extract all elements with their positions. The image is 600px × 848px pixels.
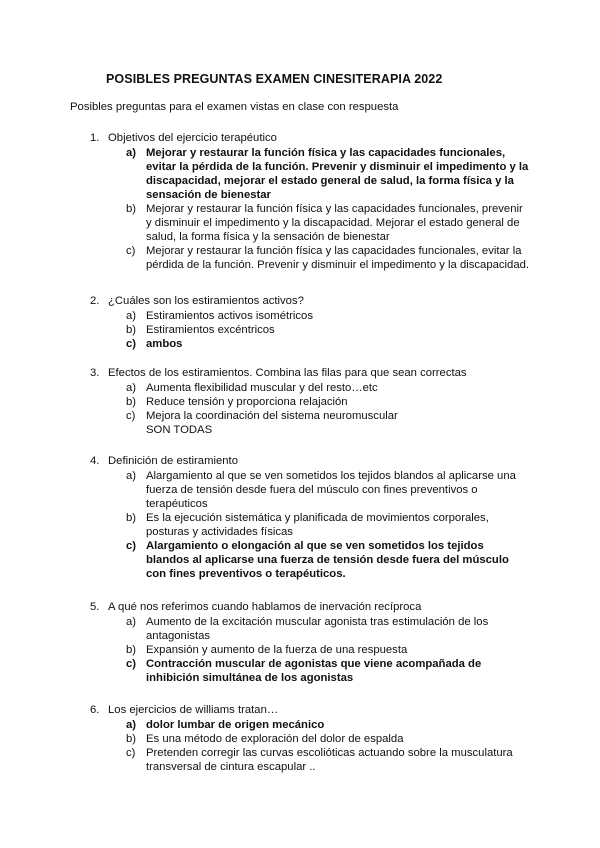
option-b [90, 323, 530, 337]
question-header [90, 294, 530, 308]
option-letter: a) [126, 310, 137, 322]
option-letter: a) [126, 382, 137, 394]
option-letter: b) [126, 324, 137, 336]
option-a [90, 381, 530, 395]
option-text: Alargamiento o elongación al que se ven sometidos los tejidos blandos al aplicarse una fuerza de tensión desde fuera del músculo con fines preventivos o terapéuticos. [146, 540, 509, 580]
option-letter: b) [126, 396, 137, 408]
option-a [90, 309, 530, 323]
option-text: Mejorar y restaurar la función física y las capacidades funcionales, evitar la pérdida de la función. Prevenir y disminuir el impedimento y la discapacidad. [146, 245, 530, 271]
option-a-correct [90, 718, 530, 732]
option-b [90, 732, 530, 746]
option-letter: b) [126, 733, 137, 745]
option-letter: b) [126, 644, 137, 656]
option-text: Mejora la coordinación del sistema neuromuscular [146, 410, 398, 422]
option-text: Es la ejecución sistemática y planificada de movimientos corporales, posturas y actividades físicas [146, 512, 489, 538]
option-letter: a) [126, 147, 137, 159]
question-text: Definición de estiramiento [108, 455, 238, 467]
question-number: 4. [90, 455, 100, 467]
option-text: Estiramientos excéntricos [146, 324, 275, 336]
option-letter: a) [126, 616, 137, 628]
option-letter: c) [126, 658, 137, 670]
question-header [90, 366, 530, 380]
question-number: 5. [90, 601, 100, 613]
options-list [90, 718, 530, 774]
option-text: Estiramientos activos isométricos [146, 310, 313, 322]
option-letter: c) [126, 245, 136, 257]
question-header [90, 703, 530, 717]
option-text: Mejorar y restaurar la función física y las capacidades funcionales, evitar la pérdida de la función. Prevenir y disminuir el impedimento y la discapacidad, mejorar el estado general de salud, la forma física y la sensación de bienestar [146, 147, 529, 201]
options-list [90, 146, 530, 272]
option-c-correct [90, 337, 530, 351]
question-1 [90, 131, 530, 272]
option-text: Expansión y aumento de la fuerza de una respuesta [146, 644, 408, 656]
option-text: Contracción muscular de agonistas que viene acompañada de inhibición simultánea de los agonistas [146, 658, 482, 684]
option-text: Aumento de la excitación muscular agonista tras estimulación de los antagonistas [146, 616, 489, 642]
option-text: dolor lumbar de origen mecánico [146, 719, 325, 731]
option-c [90, 244, 530, 272]
options-list [90, 615, 530, 685]
options-list [90, 309, 530, 351]
document-title: POSIBLES PREGUNTAS EXAMEN CINESITERAPIA 2022 [106, 72, 443, 86]
question-3 [90, 366, 530, 437]
option-text: Aumenta flexibilidad muscular y del resto…etc [146, 382, 378, 394]
option-b [90, 202, 530, 244]
question-header [90, 600, 530, 614]
option-c [90, 746, 530, 774]
option-letter: c) [126, 338, 137, 350]
question-text: Efectos de los estiramientos. Combina las filas para que sean correctas [108, 367, 467, 379]
option-letter: a) [126, 470, 137, 482]
option-text: Es una método de exploración del dolor de espalda [146, 733, 404, 745]
intro-text: Posibles preguntas para el examen vistas en clase con respuesta [70, 101, 399, 113]
question-4 [90, 454, 530, 581]
question-text: Los ejercicios de williams tratan… [108, 704, 279, 716]
option-a [90, 615, 530, 643]
option-c-correct [90, 539, 530, 581]
question-header [90, 131, 530, 145]
question-number: 6. [90, 704, 100, 716]
question-text: A qué nos referimos cuando hablamos de inervación recíproca [108, 601, 422, 613]
option-text: ambos [146, 338, 183, 350]
question-number: 1. [90, 132, 100, 144]
option-text: Reduce tensión y proporciona relajación [146, 396, 348, 408]
option-letter: b) [126, 203, 137, 215]
option-c [90, 409, 530, 423]
option-letter: c) [126, 410, 136, 422]
question-number: 3. [90, 367, 100, 379]
option-letter: c) [126, 747, 136, 759]
question-header [90, 454, 530, 468]
option-letter: c) [126, 540, 137, 552]
options-list [90, 381, 530, 437]
options-list [90, 469, 530, 581]
option-b [90, 643, 530, 657]
option-text: Pretenden corregir las curvas escolióticas actuando sobre la musculatura transversal de cintura escapular .. [146, 747, 513, 773]
option-b [90, 395, 530, 409]
question-number: 2. [90, 295, 100, 307]
option-text: Alargamiento al que se ven sometidos los tejidos blandos al aplicarse una fuerza de tensión desde fuera del músculo con fines preventivos o terapéuticos [146, 470, 516, 510]
option-letter: a) [126, 719, 137, 731]
question-text: Objetivos del ejercicio terapéutico [108, 132, 277, 144]
question-2 [90, 294, 530, 351]
option-a [90, 469, 530, 511]
option-letter: b) [126, 512, 137, 524]
answer-note: SON TODAS [146, 424, 213, 436]
option-text: Mejorar y restaurar la función física y las capacidades funcionales, prevenir y disminuir el impedimento y la discapacidad. Mejorar el estado general de salud, la forma física y la sensación de bienestar [146, 203, 523, 243]
question-text: ¿Cuáles son los estiramientos activos? [108, 295, 304, 307]
option-a-correct [90, 146, 530, 202]
question-5 [90, 600, 530, 685]
question-6 [90, 703, 530, 774]
option-c-correct [90, 657, 530, 685]
option-b [90, 511, 530, 539]
